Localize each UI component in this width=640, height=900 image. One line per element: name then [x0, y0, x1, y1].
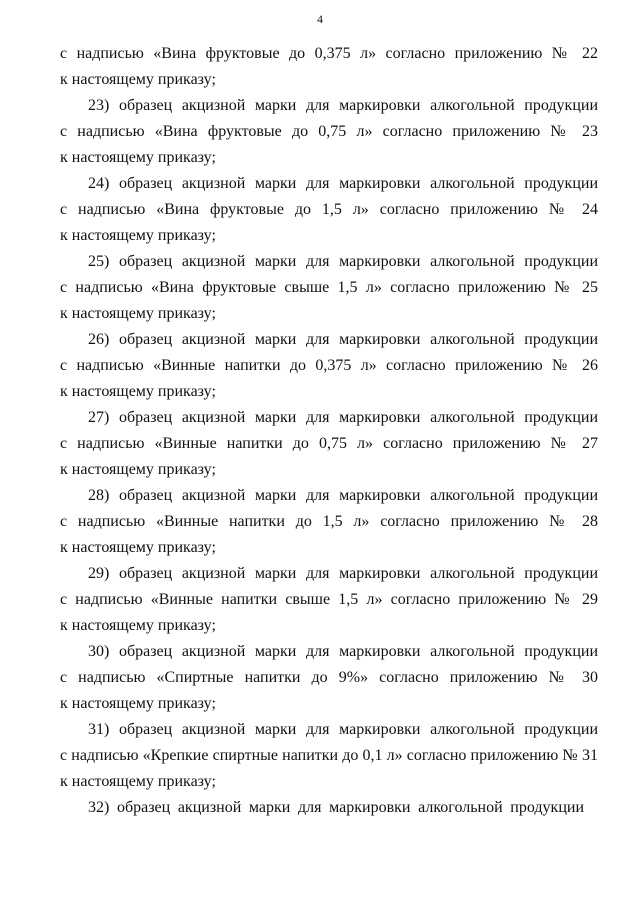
- text-line: с надписью «Крепкие спиртные напитки до 0,1 л» согласно приложению № 31: [60, 747, 598, 764]
- text-line: к настоящему приказу;: [60, 695, 216, 712]
- page-number: 4: [317, 12, 323, 26]
- text-line: с надписью «Вина фруктовые до 1,5 л» согласно приложению № 24: [60, 201, 598, 218]
- text-line: 28) образец акцизной марки для маркировки алкогольной продукции: [88, 487, 598, 504]
- text-line: к настоящему приказу;: [60, 773, 216, 790]
- text-line: 24) образец акцизной марки для маркировки алкогольной продукции: [88, 175, 598, 192]
- text-line: 29) образец акцизной марки для маркировки алкогольной продукции: [88, 565, 598, 582]
- text-line: к настоящему приказу;: [60, 539, 216, 556]
- text-line: с надписью «Спиртные напитки до 9%» согласно приложению № 30: [60, 669, 598, 686]
- text-line: с надписью «Винные напитки до 0,375 л» согласно приложению № 26: [60, 357, 598, 374]
- text-line: к настоящему приказу;: [60, 383, 216, 400]
- text-line: к настоящему приказу;: [60, 227, 216, 244]
- text-line: 23) образец акцизной марки для маркировки алкогольной продукции: [88, 97, 598, 114]
- text-line: 32) образец акцизной марки для маркировки алкогольной продукции: [88, 799, 584, 816]
- text-line: 30) образец акцизной марки для маркировки алкогольной продукции: [88, 643, 598, 660]
- text-line: 26) образец акцизной марки для маркировки алкогольной продукции: [88, 331, 598, 348]
- text-line: с надписью «Вина фруктовые до 0,375 л» согласно приложению № 22: [60, 45, 598, 62]
- text-line: с надписью «Винные напитки свыше 1,5 л» согласно приложению № 29: [60, 591, 598, 608]
- text-line: к настоящему приказу;: [60, 461, 216, 478]
- text-line: к настоящему приказу;: [60, 71, 216, 88]
- text-line: с надписью «Винные напитки до 0,75 л» согласно приложению № 27: [60, 435, 598, 452]
- text-line: к настоящему приказу;: [60, 617, 216, 634]
- text-line: 27) образец акцизной марки для маркировки алкогольной продукции: [88, 409, 598, 426]
- text-line: к настоящему приказу;: [60, 149, 216, 166]
- text-line: с надписью «Вина фруктовые до 0,75 л» согласно приложению № 23: [60, 123, 598, 140]
- text-line: с надписью «Вина фруктовые свыше 1,5 л» согласно приложению № 25: [60, 279, 598, 296]
- text-line: с надписью «Винные напитки до 1,5 л» согласно приложению № 28: [60, 513, 598, 530]
- text-line: 25) образец акцизной марки для маркировки алкогольной продукции: [88, 253, 598, 270]
- text-line: 31) образец акцизной марки для маркировки алкогольной продукции: [88, 721, 598, 738]
- text-line: к настоящему приказу;: [60, 305, 216, 322]
